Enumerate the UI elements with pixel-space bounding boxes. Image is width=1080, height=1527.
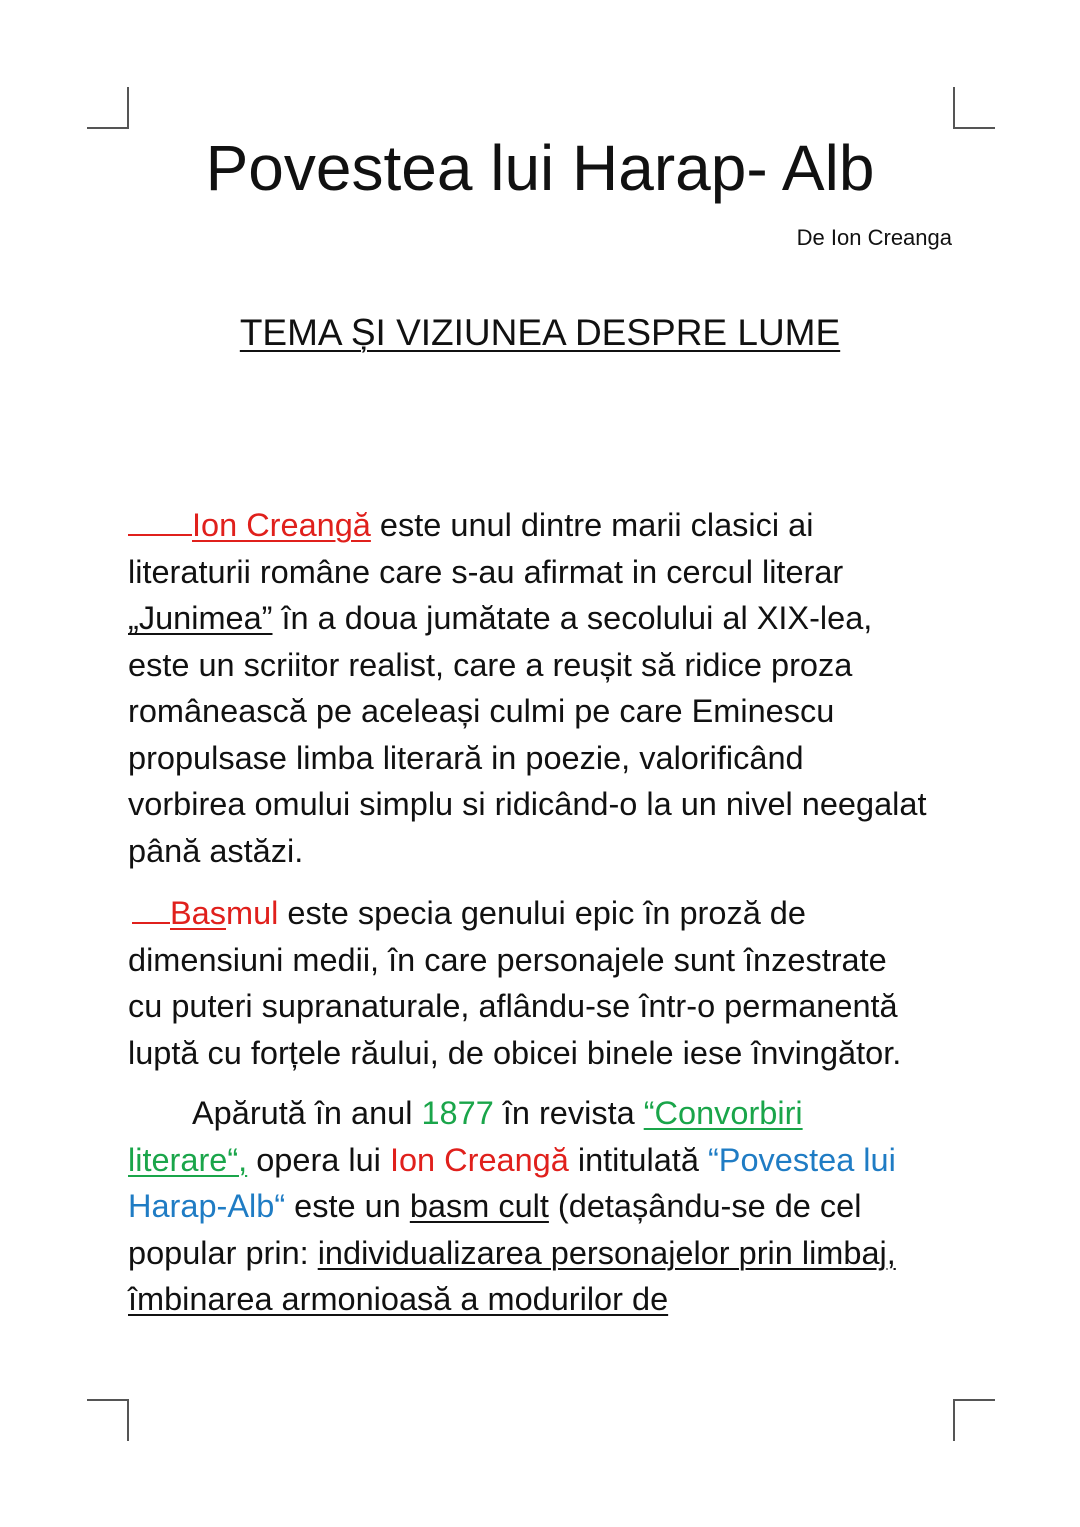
highlight-work-title: “Povestea lui Harap-Alb“ — [128, 1141, 896, 1224]
section-heading-text: TEMA ȘI VIZIUNEA DESPRE LUME — [239, 312, 841, 353]
crop-mark-top-left — [87, 87, 129, 129]
paragraph-text: Apărută în anul — [192, 1095, 422, 1131]
crop-mark-bottom-right — [953, 1399, 995, 1441]
document-author: De Ion Creanga — [796, 225, 952, 250]
highlight-author-name: Ion Creangă — [192, 507, 371, 543]
paragraph-text: în revista — [493, 1095, 644, 1131]
paragraph-3 — [128, 1090, 928, 1323]
document-body — [128, 500, 928, 1337]
paragraph-text: opera lui — [247, 1141, 390, 1178]
paragraph-text: în a doua jumătate a secolului al XIX-lea, este un scriitor realist, care a reușit să ridice proza românească pe aceleași culmi pe care Eminescu propulsase limba literară in poezie, valorificând vorbirea omului simplu si ridicând-o la un nivel neegalat până astăzi. — [128, 600, 927, 869]
highlight-journal: “Convorbiri literare“, — [128, 1095, 803, 1178]
highlight-basm-cult: basm cult — [409, 1188, 549, 1224]
paragraph-text: este unul dintre marii clasici ai literaturii române care s-au afirmat in cercul literar — [128, 507, 844, 590]
paragraph-text: intitulată — [568, 1141, 708, 1178]
section-heading — [0, 310, 1080, 356]
paragraph-2 — [128, 888, 928, 1076]
indent-underline — [132, 888, 170, 924]
highlight-junimea: „Junimea” — [128, 600, 273, 636]
crop-mark-bottom-left — [87, 1399, 129, 1441]
highlight-trait-2: îmbinarea armonioasă a modurilor de — [128, 1281, 669, 1317]
highlight-author-name: Ion Creangă — [389, 1141, 569, 1178]
crop-mark-top-right — [953, 87, 995, 129]
paragraph-text: este specia genului epic în proză de dimensiuni medii, în care personajele sunt înzestrate cu puteri supranaturale, aflându-se într-o permanentă luptă cu forțele răului, de obicei binele iese învingător. — [128, 895, 902, 1071]
indent-underline — [128, 500, 192, 536]
document-title: Povestea lui Harap- Alb — [205, 132, 875, 204]
paragraph-text: (detașându-se de cel popular prin: — [128, 1188, 862, 1271]
highlight-basmul-underlined: Bas — [170, 895, 227, 931]
highlight-year: 1877 — [421, 1095, 494, 1131]
paragraph-1 — [128, 500, 928, 874]
highlight-trait-1: individualizarea personajelor prin limbaj, — [317, 1234, 896, 1271]
paragraph-text: este un — [285, 1188, 410, 1224]
highlight-basmul: mul — [226, 895, 279, 931]
